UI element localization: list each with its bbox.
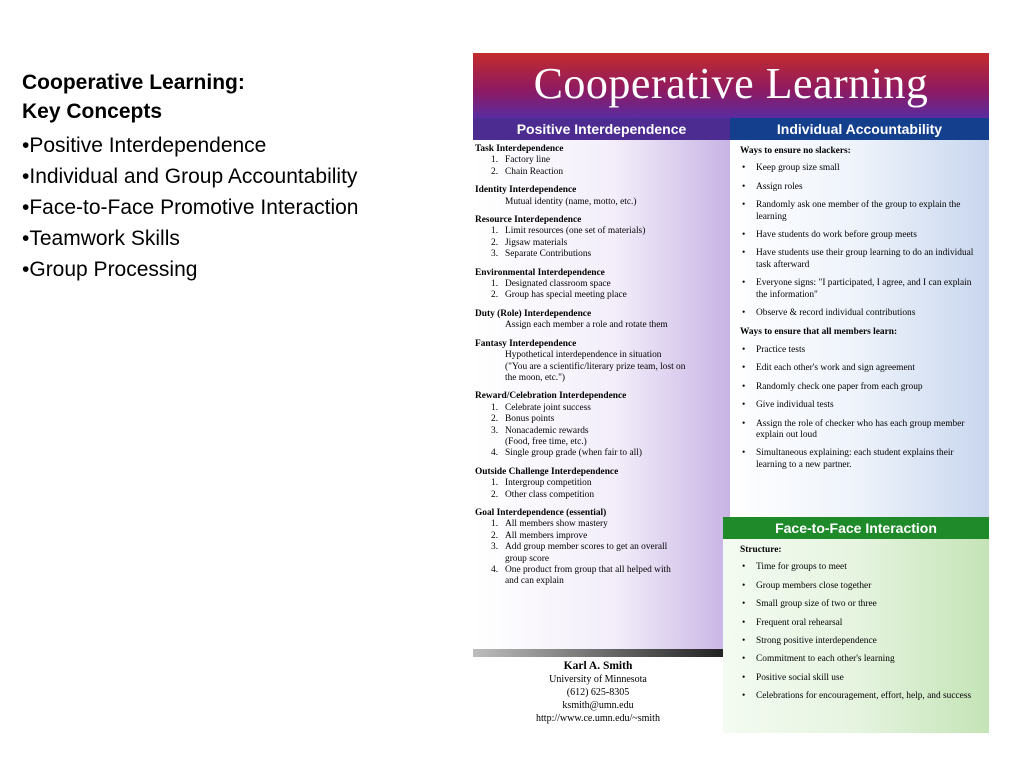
interdependence-line — [475, 197, 726, 208]
line-number: 1. — [491, 519, 499, 530]
structure-item: • Small group size of two or three — [740, 599, 985, 610]
author-email: ksmith@umn.edu — [562, 700, 634, 711]
interdependence-line — [475, 279, 726, 290]
line-number: 3. — [491, 249, 499, 260]
interdependence-section — [475, 185, 726, 208]
accountability-item: • Observe & record individual contributions — [740, 308, 985, 319]
accountability-item: • Everyone signs: "I participated, I agree, and I can explain the information" — [740, 278, 985, 301]
line-text: Bonus points — [505, 414, 555, 425]
accountability-item: • Assign roles — [740, 182, 985, 193]
cooperative-learning-poster — [473, 53, 989, 733]
key-concept-text: Face-to-Face Promotive Interaction — [29, 196, 359, 219]
accountability-item: • Give individual tests — [740, 400, 985, 411]
line-text: the moon, etc.") — [505, 372, 566, 383]
accountability-list — [740, 163, 985, 319]
line-number: 2. — [491, 530, 499, 541]
line-number: 1. — [491, 478, 499, 489]
line-text: Factory line — [505, 155, 551, 166]
author-affiliation: University of Minnesota — [549, 674, 647, 685]
interdependence-section-title: Duty (Role) Interdependence — [475, 308, 592, 319]
line-text: Nonacademic rewards — [505, 425, 589, 436]
line-text: Chain Reaction — [505, 166, 564, 177]
line-number: 2. — [491, 237, 499, 248]
line-text: Hypothetical interdependence in situation — [505, 350, 662, 361]
poster-banner-title: Cooperative Learning — [473, 53, 989, 118]
positive-interdependence-column — [473, 140, 730, 649]
interdependence-section-title: Resource Interdependence — [475, 215, 582, 226]
line-text: Mutual identity (name, motto, etc.) — [505, 196, 637, 207]
interdependence-section — [475, 309, 726, 332]
author-phone: (612) 625-8305 — [566, 687, 630, 698]
line-number: 3. — [491, 542, 499, 553]
author-name: Karl A. Smith — [563, 660, 633, 672]
accountability-item: • Edit each other's work and sign agreement — [740, 363, 985, 374]
structure-item: • Positive social skill use — [740, 673, 985, 684]
line-number: 2. — [491, 489, 499, 500]
slide-title-line1: Cooperative Learning: — [22, 71, 245, 94]
key-concept-item — [22, 130, 462, 161]
accountability-item: • Assign the role of checker who has each group member explain out loud — [740, 419, 985, 442]
interdependence-section-title: Environmental Interdependence — [475, 267, 605, 278]
interdependence-line — [475, 554, 726, 565]
interdependence-line — [475, 403, 726, 414]
interdependence-line — [475, 290, 726, 301]
line-number: 2. — [491, 414, 499, 425]
structure-item: • Strong positive interdependence — [740, 636, 985, 647]
interdependence-line — [475, 576, 726, 587]
line-number: 3. — [491, 425, 499, 436]
individual-accountability-column — [730, 140, 989, 517]
face-to-face-interaction-header: Face-to-Face Interaction — [723, 517, 989, 539]
structure-list — [740, 562, 985, 702]
interdependence-line — [475, 373, 726, 384]
interdependence-section — [475, 144, 726, 178]
interdependence-line — [475, 167, 726, 178]
line-text: Separate Contributions — [505, 249, 592, 260]
accountability-item: • Practice tests — [740, 345, 985, 356]
interdependence-line — [475, 226, 726, 237]
line-text: (Food, free time, etc.) — [505, 436, 587, 447]
interdependence-section — [475, 467, 726, 501]
line-text: and can explain — [505, 576, 564, 587]
face-to-face-interaction-column — [723, 539, 989, 733]
footer-divider — [473, 649, 723, 657]
interdependence-section — [475, 391, 726, 459]
key-concepts-list — [22, 130, 462, 285]
interdependence-line — [475, 565, 726, 576]
line-text: Jigsaw materials — [505, 237, 568, 248]
accountability-subtitle: Ways to ensure that all members learn: — [740, 327, 898, 338]
structure-item: • Celebrations for encouragement, effort, help, and success — [740, 691, 985, 702]
accountability-subtitle: Ways to ensure no slackers: — [740, 146, 851, 156]
key-concept-text: Positive Interdependence — [29, 134, 267, 157]
accountability-item: • Randomly ask one member of the group to explain the learning — [740, 200, 985, 223]
interdependence-line — [475, 414, 726, 425]
interdependence-line — [475, 519, 726, 530]
line-number: 1. — [491, 226, 499, 237]
line-text: All members show mastery — [505, 519, 608, 530]
line-number: 4. — [491, 565, 499, 575]
key-concept-item — [22, 223, 462, 254]
interdependence-section — [475, 339, 726, 385]
interdependence-line — [475, 448, 726, 459]
interdependence-section-title: Outside Challenge Interdependence — [475, 466, 619, 477]
line-text: Celebrate joint success — [505, 402, 591, 413]
interdependence-section-title: Reward/Celebration Interdependence — [475, 391, 627, 402]
line-text: Single group grade (when fair to all) — [505, 448, 642, 459]
interdependence-line — [475, 350, 726, 361]
accountability-item: • Have students use their group learning to do an individual task afterward — [740, 248, 985, 271]
line-text: Group has special meeting place — [505, 290, 627, 301]
interdependence-section-title: Goal Interdependence (essential) — [475, 507, 607, 518]
interdependence-section-title: Fantasy Interdependence — [475, 338, 577, 349]
line-number: 1. — [491, 402, 499, 413]
line-text: ("You are a scientific/literary prize team, lost on — [505, 361, 686, 372]
line-text: Other class competition — [505, 489, 595, 500]
structure-item: • Commitment to each other's learning — [740, 654, 985, 665]
interdependence-line — [475, 249, 726, 260]
interdependence-line — [475, 437, 726, 448]
key-concept-item — [22, 254, 462, 285]
key-concept-text: Group Processing — [29, 258, 198, 281]
key-concept-item — [22, 161, 462, 192]
accountability-item: • Simultaneous explaining: each student explains their learning to a new partner. — [740, 448, 985, 471]
interdependence-line — [475, 426, 726, 437]
structure-item: • Time for groups to meet — [740, 562, 985, 573]
line-text: Assign each member a role and rotate them — [505, 320, 668, 331]
structure-subtitle: Structure: — [740, 545, 782, 555]
interdependence-section — [475, 508, 726, 588]
slide-title-line2: Key Concepts — [22, 100, 163, 123]
interdependence-section-title: Identity Interdependence — [475, 185, 577, 196]
author-footer — [473, 659, 723, 725]
accountability-item: • Randomly check one paper from each group — [740, 382, 985, 393]
line-number: 2. — [491, 290, 499, 301]
interdependence-line — [475, 238, 726, 249]
interdependence-line — [475, 542, 726, 553]
author-url: http://www.ce.umn.edu/~smith — [536, 713, 660, 724]
interdependence-line — [475, 362, 726, 373]
key-concept-text: Teamwork Skills — [29, 227, 180, 250]
interdependence-line — [475, 531, 726, 542]
line-number: 4. — [491, 448, 499, 459]
slide-text-block — [22, 68, 462, 285]
key-concept-text: Individual and Group Accountability — [29, 165, 358, 188]
interdependence-section-title: Task Interdependence — [475, 144, 564, 154]
structure-item: • Group members close together — [740, 581, 985, 592]
interdependence-section — [475, 268, 726, 302]
positive-interdependence-header: Positive Interdependence — [473, 118, 730, 140]
line-text: Limit resources (one set of materials) — [505, 226, 646, 237]
accountability-item: • Have students do work before group meets — [740, 230, 985, 241]
structure-item: • Frequent oral rehearsal — [740, 618, 985, 629]
accountability-list — [740, 345, 985, 471]
line-number: 1. — [491, 155, 499, 166]
individual-accountability-header: Individual Accountability — [730, 118, 989, 140]
interdependence-section — [475, 215, 726, 261]
line-text: Designated classroom space — [505, 279, 611, 290]
line-number: 1. — [491, 279, 499, 290]
interdependence-line — [475, 478, 726, 489]
interdependence-line — [475, 320, 726, 331]
key-concept-item — [22, 192, 462, 223]
accountability-item: • Keep group size small — [740, 163, 985, 174]
line-text: group score — [505, 553, 549, 564]
interdependence-line — [475, 155, 726, 166]
line-text: Add group member scores to get an overall — [505, 542, 668, 553]
line-text: Intergroup competition — [505, 478, 592, 489]
line-number: 2. — [491, 166, 499, 177]
interdependence-line — [475, 490, 726, 501]
line-text: All members improve — [505, 530, 588, 541]
line-text: One product from group that all helped with — [505, 565, 671, 575]
